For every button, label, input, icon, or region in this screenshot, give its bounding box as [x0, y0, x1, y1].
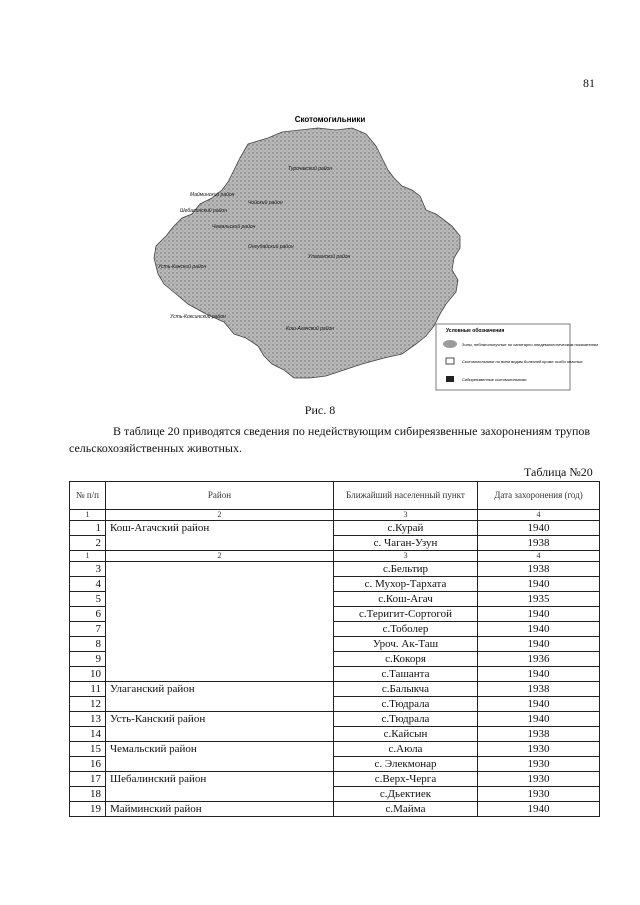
row-number-cell: 8	[70, 637, 106, 652]
region-label: Усть-Канский район	[158, 264, 207, 270]
legend-item: Скотомогильники по всем видам болезней кроме особо опасных	[462, 359, 583, 364]
region-label: Чойский район	[248, 200, 283, 206]
map-title: Скотомогильники	[294, 115, 366, 124]
district-cell: Шебалинский район	[106, 772, 334, 787]
region-label: Чемальский район	[212, 224, 256, 230]
table-row	[70, 787, 600, 802]
district-cell	[106, 667, 334, 682]
settlement-cell: с.Балыкча	[334, 682, 478, 697]
district-cell: Кош-Агачский район	[106, 521, 334, 536]
index-cell: 2	[106, 510, 334, 521]
settlement-cell: с. Мухор-Тархата	[334, 577, 478, 592]
table-row	[70, 727, 600, 742]
burial-year-cell: 1930	[478, 742, 600, 757]
table-row	[70, 536, 600, 551]
district-cell	[106, 622, 334, 637]
index-cell: 4	[478, 551, 600, 562]
table-row	[70, 682, 600, 697]
row-number-cell: 6	[70, 607, 106, 622]
burial-year-cell: 1936	[478, 652, 600, 667]
index-cell: 3	[334, 551, 478, 562]
table-row	[70, 757, 600, 772]
row-number-cell: 16	[70, 757, 106, 772]
row-number-cell: 4	[70, 577, 106, 592]
burial-year-cell: 1940	[478, 622, 600, 637]
index-cell: 3	[334, 510, 478, 521]
district-cell	[106, 787, 334, 802]
burial-year-cell: 1940	[478, 521, 600, 536]
district-cell	[106, 652, 334, 667]
table-row	[70, 652, 600, 667]
table-row	[70, 697, 600, 712]
table-row	[70, 592, 600, 607]
burial-year-cell: 1938	[478, 536, 600, 551]
settlement-cell: Уроч. Ак-Таш	[334, 637, 478, 652]
table-caption: Таблица №20	[524, 465, 593, 479]
region-label: Онгудайский район	[248, 244, 294, 250]
index-row	[70, 551, 600, 562]
settlement-cell: с.Тюдрала	[334, 712, 478, 727]
table-row	[70, 577, 600, 592]
district-cell	[106, 637, 334, 652]
settlement-cell: с.Ташанта	[334, 667, 478, 682]
row-number-cell: 10	[70, 667, 106, 682]
settlement-cell: с.Верх-Черга	[334, 772, 478, 787]
district-cell	[106, 607, 334, 622]
district-cell: Усть-Канский район	[106, 712, 334, 727]
settlement-cell: с.Аюла	[334, 742, 478, 757]
burial-year-cell: 1940	[478, 607, 600, 622]
burial-year-cell: 1938	[478, 727, 600, 742]
column-header: Дата захоронения (год)	[478, 482, 600, 510]
burial-year-cell: 1940	[478, 712, 600, 727]
table-header-row	[70, 482, 600, 510]
burial-sites-table	[69, 481, 600, 817]
region-label: Турочакский район	[288, 166, 333, 172]
burial-year-cell: 1930	[478, 772, 600, 787]
settlement-cell: с.Кокоря	[334, 652, 478, 667]
table-row	[70, 562, 600, 577]
body-paragraph: В таблице 20 приводятся сведения по недействующим сибиреязвенные захоронениям трупов сельскохозяйственных животных.	[69, 424, 591, 455]
row-number-cell: 15	[70, 742, 106, 757]
burial-year-cell: 1930	[478, 757, 600, 772]
column-header: Район	[106, 482, 334, 510]
row-number-cell: 5	[70, 592, 106, 607]
figure-caption: Рис. 8	[304, 403, 336, 417]
legend-item: Сибиреязвенные скотомогильники	[462, 377, 527, 382]
index-cell: 4	[478, 510, 600, 521]
map-legend	[436, 324, 598, 390]
burial-year-cell: 1940	[478, 697, 600, 712]
settlement-cell: с.Тоболер	[334, 622, 478, 637]
district-cell	[106, 757, 334, 772]
burial-year-cell: 1940	[478, 667, 600, 682]
settlement-cell: с.Кош-Агач	[334, 592, 478, 607]
legend-zone-swatch	[443, 340, 457, 348]
index-cell: 1	[70, 510, 106, 521]
column-header: Ближайший населенный пункт	[334, 482, 478, 510]
settlement-cell: с.Дьектиек	[334, 787, 478, 802]
column-header: № п/п	[70, 482, 106, 510]
district-cell	[106, 697, 334, 712]
region-label: Кош-Агачский район	[286, 326, 335, 332]
district-cell	[106, 562, 334, 577]
index-row	[70, 510, 600, 521]
district-cell	[106, 592, 334, 607]
row-number-cell: 19	[70, 802, 106, 817]
district-cell	[106, 727, 334, 742]
table-row	[70, 772, 600, 787]
index-cell: 1	[70, 551, 106, 562]
burial-year-cell: 1930	[478, 787, 600, 802]
row-number-cell: 14	[70, 727, 106, 742]
burial-year-cell: 1940	[478, 637, 600, 652]
settlement-cell: с. Чаган-Узун	[334, 536, 478, 551]
row-number-cell: 11	[70, 682, 106, 697]
settlement-cell: с.Тюдрала	[334, 697, 478, 712]
table-row	[70, 637, 600, 652]
row-number-cell: 3	[70, 562, 106, 577]
district-cell	[106, 577, 334, 592]
legend-title: Условные обозначения	[446, 328, 505, 334]
settlement-cell: с.Теригит-Сортогой	[334, 607, 478, 622]
table-row	[70, 667, 600, 682]
settlement-cell: с.Майма	[334, 802, 478, 817]
settlement-cell: с. Элекмонар	[334, 757, 478, 772]
table-row	[70, 521, 600, 536]
table-row	[70, 712, 600, 727]
legend-item: Зоны, неблагополучные по санитарно-эпидемиологическим показателям	[462, 342, 598, 347]
legend-anthrax-icon	[446, 376, 454, 382]
row-number-cell: 2	[70, 536, 106, 551]
burial-year-cell: 1938	[478, 682, 600, 697]
page-number: 81	[583, 76, 595, 90]
settlement-cell: с.Кайсын	[334, 727, 478, 742]
row-number-cell: 13	[70, 712, 106, 727]
region-label: Улаганский район	[308, 254, 351, 260]
region-label: Майминский район	[190, 192, 235, 198]
row-number-cell: 17	[70, 772, 106, 787]
region-label: Шебалинский район	[180, 208, 227, 214]
settlement-cell: с.Бельтир	[334, 562, 478, 577]
row-number-cell: 12	[70, 697, 106, 712]
district-cell	[106, 536, 334, 551]
index-cell: 2	[106, 551, 334, 562]
region-label: Усть-Коксинский район	[170, 314, 226, 320]
table-row	[70, 607, 600, 622]
district-cell: Улаганский район	[106, 682, 334, 697]
table-row	[70, 802, 600, 817]
district-cell: Майминский район	[106, 802, 334, 817]
row-number-cell: 9	[70, 652, 106, 667]
district-cell: Чемальский район	[106, 742, 334, 757]
row-number-cell: 1	[70, 521, 106, 536]
map-figure	[140, 108, 598, 398]
table-row	[70, 742, 600, 757]
burial-year-cell: 1940	[478, 802, 600, 817]
settlement-cell: с.Курай	[334, 521, 478, 536]
burial-year-cell: 1938	[478, 562, 600, 577]
burial-year-cell: 1940	[478, 577, 600, 592]
table-row	[70, 622, 600, 637]
row-number-cell: 18	[70, 787, 106, 802]
row-number-cell: 7	[70, 622, 106, 637]
burial-year-cell: 1935	[478, 592, 600, 607]
